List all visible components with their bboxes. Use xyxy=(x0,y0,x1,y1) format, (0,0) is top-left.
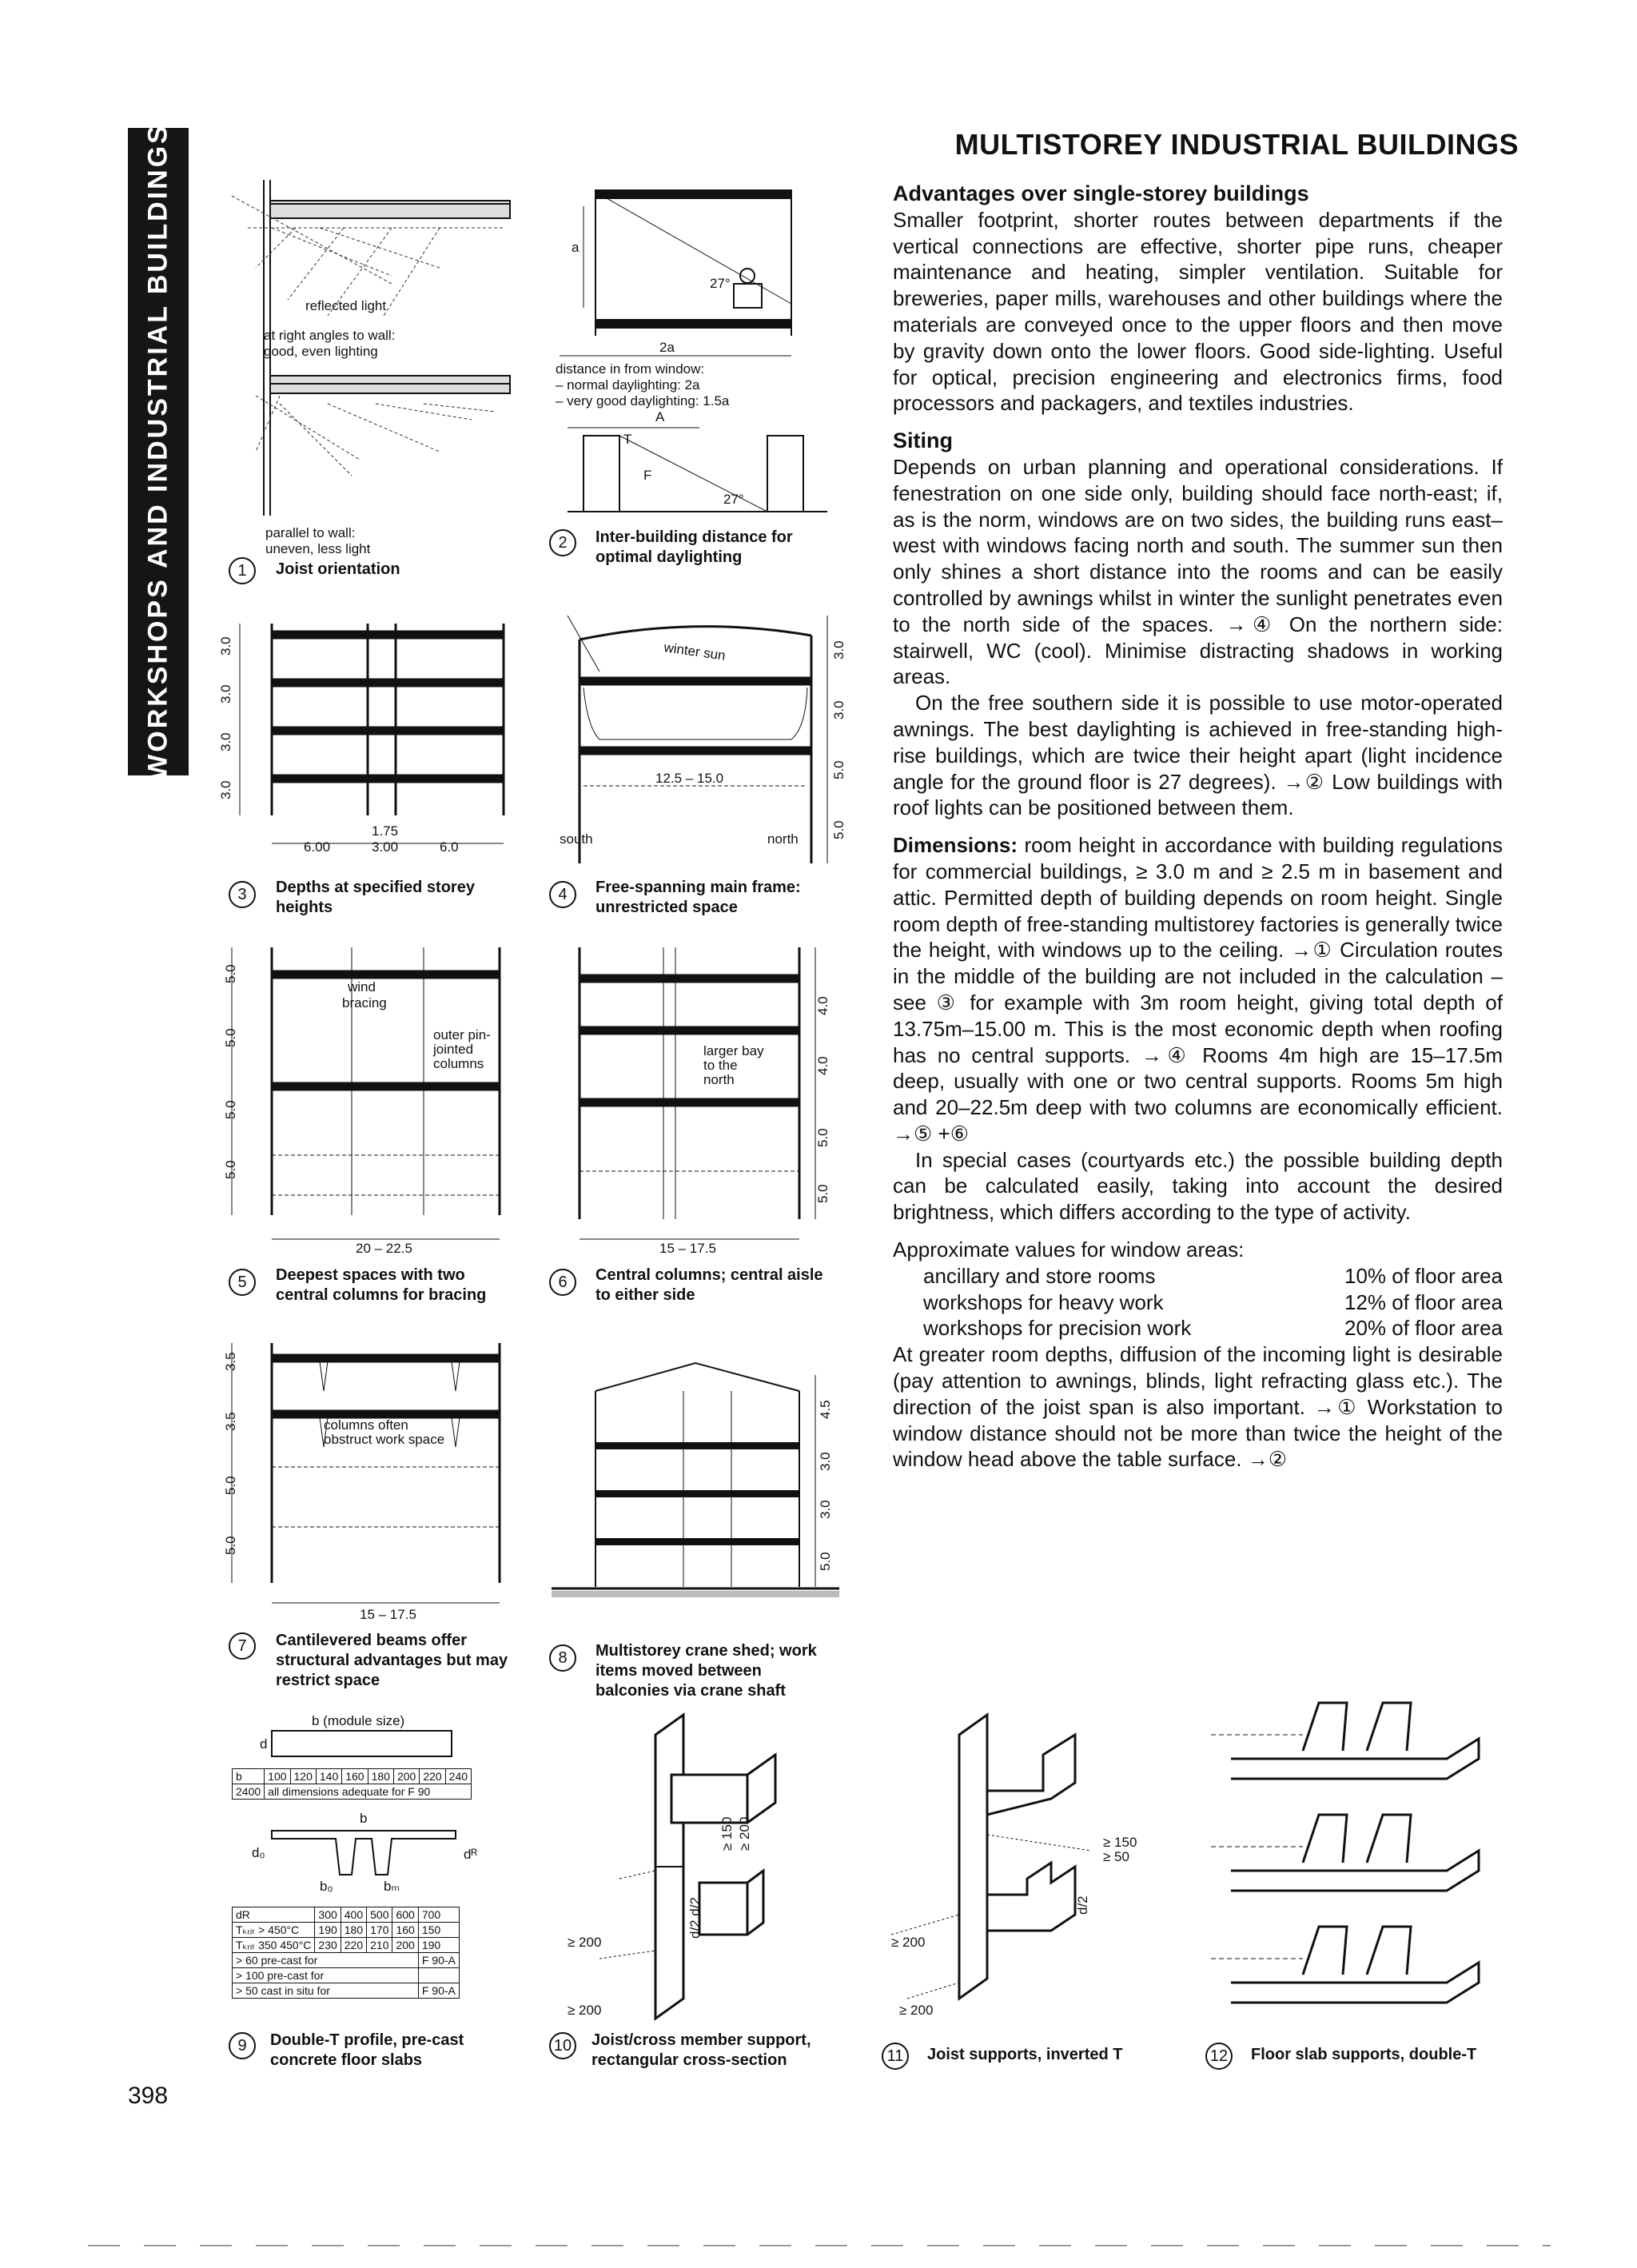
right-angles-label: at right angles to wall: xyxy=(264,328,396,343)
dimension-table-1 xyxy=(232,1768,472,1800)
dimensions-text: room height in accordance with building regulations for commercial buildings, ≥ 3.0 m and ≥ 2.5 m in basement and attic. Permitted depth of building depends on room height. Single room depth of free-standing multistorey factories is generally twice the height, with windows up to the ceiling. →① Circulation routes in the middle of the building are not included in the calculation – see ③ for example with 3m room height, giving total depth of 13.75m–15.00 m. This is the most economic depth when roofing has no central supports. →④ Rooms 4m high are 15–17.5m deep, usually with one or two central supports. Rooms 5m high and 20–22.5m deep with two columns are economically efficient. →⑤ +⑥ xyxy=(893,833,1504,1146)
F-label: F xyxy=(643,468,652,483)
table-cell: 240 xyxy=(445,1769,471,1784)
storey-height-label: 3.0 xyxy=(831,640,846,660)
larger-bay-label: to the xyxy=(703,1058,738,1073)
figure-2-number: 2 xyxy=(549,529,576,556)
siting-paragraph-1: Depends on urban planning and operational considerations. If fenestration on one side only, building should face north-east; if, as is the norm, windows are on two sides, the building runs east–west with windows facing north and south. The summer sun then only shines a short distance into the rooms and can be easily controlled by awnings whilst in winter the sunlight penetrates even to the north side of the spaces. →④ On the northern side: stairwell, WC (cool). Minimise distracting shadows in working areas. xyxy=(893,454,1503,689)
table-cell: 210 xyxy=(367,1938,392,1953)
depth-label: 3.00 xyxy=(372,839,399,855)
dimension-label: ≥ 200 xyxy=(737,1816,752,1851)
central-columns-drawing xyxy=(552,939,855,1267)
body-text xyxy=(893,181,1503,1473)
outer-columns-label: outer pin- xyxy=(433,1027,491,1042)
good-lighting-label: good, even lighting xyxy=(264,344,378,359)
columns-note-label: obstruct work space xyxy=(324,1432,445,1447)
bracing-label: bracing xyxy=(342,995,387,1010)
span-label: 15 – 17.5 xyxy=(360,1607,416,1622)
list-item xyxy=(893,1263,1503,1289)
north-label: north xyxy=(767,831,799,847)
figure-6-caption: Central columns; central aisle to either side xyxy=(595,1266,823,1304)
storey-height-label: 3.5 xyxy=(223,1352,238,1371)
storey-height-label: 5.0 xyxy=(815,1128,830,1147)
outer-columns-label: columns xyxy=(433,1056,484,1071)
angle-label-bottom: 27° xyxy=(723,492,744,507)
b-label: b xyxy=(360,1811,368,1826)
list-item xyxy=(893,1315,1503,1341)
figure-9-number: 9 xyxy=(229,2032,256,2059)
figure-11 xyxy=(883,1711,1187,2023)
table-cell: 2400 xyxy=(233,1784,265,1800)
list-item xyxy=(893,1289,1503,1316)
module-size-label: b (module size) xyxy=(312,1713,405,1728)
angle-label-top: 27° xyxy=(710,276,731,291)
figure-6 xyxy=(552,939,855,1267)
normal-daylighting-label: – normal daylighting: 2a xyxy=(556,377,700,393)
list-item-label: workshops for precision work xyxy=(923,1316,1192,1341)
table-cell: 180 xyxy=(341,1923,366,1938)
deepest-spaces-drawing xyxy=(224,939,528,1267)
inverted-t-support-drawing xyxy=(883,1711,1187,2023)
special-cases-paragraph: In special cases (courtyards etc.) the possible building depth can be calculated easily, taking into account the desired brightness, which differs according to the type of activity. xyxy=(893,1147,1503,1225)
cantilevered-beams-drawing xyxy=(224,1335,528,1631)
storey-height-label: 3.5 xyxy=(223,1412,238,1431)
figure-4-number: 4 xyxy=(549,881,576,908)
figure-7-number: 7 xyxy=(229,1632,256,1660)
depth-label: 1.75 xyxy=(372,823,399,839)
table-cell: 160 xyxy=(342,1769,368,1784)
dimension-label: ≥ 150 xyxy=(1103,1835,1137,1850)
larger-bay-label: larger bay xyxy=(703,1043,764,1058)
storey-height-label: 5.0 xyxy=(815,1184,830,1203)
table-cell: 230 xyxy=(315,1938,341,1953)
depth-label: 6.00 xyxy=(304,839,331,855)
figure-3-number: 3 xyxy=(229,881,256,908)
table-cell: F 90-A xyxy=(418,1953,459,1968)
list-item-label: workshops for heavy work xyxy=(923,1289,1164,1314)
table-cell: 140 xyxy=(316,1769,341,1784)
advantages-paragraph: Smaller footprint, shorter routes between departments if the vertical connections are effective, shorter pipe runs, cheaper maintenance and heating, simpler ventilation. Suitable for breweries, paper mills, warehouses and other buildings where the materials are conveyed once to the upper floors and then move by gravity down onto the lower floors. Good side-lighting. Useful for optical, precision engineering and electronics firms, food processors and packagers, and textiles industries. xyxy=(893,207,1503,416)
outer-columns-label: jointed xyxy=(433,1042,474,1057)
table-cell: 500 xyxy=(367,1907,392,1923)
figure-9 xyxy=(224,1711,512,2031)
larger-bay-label: north xyxy=(703,1072,735,1087)
table-cell: b xyxy=(233,1769,265,1784)
storey-height-label: 3.0 xyxy=(218,636,233,656)
figure-5-number: 5 xyxy=(229,1269,256,1296)
wind-label: wind xyxy=(348,979,376,994)
dimension-label: ≥ 50 xyxy=(1103,1849,1129,1864)
storey-height-label: 5.0 xyxy=(831,820,846,839)
figure-7-caption: Cantilevered beams offer structural advantages but may restrict space xyxy=(276,1632,508,1689)
reflected-light-label: reflected light xyxy=(305,298,387,313)
figure-8-caption: Multistorey crane shed; work items moved between balconies via crane shaft xyxy=(595,1642,817,1700)
winter-sun-label: winter sun xyxy=(663,640,727,664)
table-cell: 190 xyxy=(418,1938,459,1953)
table-cell xyxy=(418,1968,459,1983)
figure-8 xyxy=(552,1351,855,1639)
ground-hatch xyxy=(552,1591,839,1597)
figure-6-number: 6 xyxy=(549,1269,576,1296)
table-cell: 200 xyxy=(393,1769,419,1784)
window-areas-intro: Approximate values for window areas: xyxy=(893,1238,1245,1262)
T-label: T xyxy=(623,432,632,447)
page-number: 398 xyxy=(128,2083,169,2109)
table-cell: > 50 cast in situ for xyxy=(233,1983,419,1999)
bm-label: bₘ xyxy=(384,1879,400,1894)
double-t-section-drawing xyxy=(224,1811,512,1899)
crane-shed-drawing xyxy=(552,1351,855,1639)
storey-height-label: 5.0 xyxy=(223,1100,238,1119)
dimension-label: d/2 d/2 xyxy=(687,1897,703,1939)
columns-note-label: columns often xyxy=(324,1417,408,1433)
span-label: 15 – 17.5 xyxy=(659,1241,716,1256)
table-cell: > 100 pre-cast for xyxy=(233,1968,419,1983)
sidebar-label: WORKSHOPS AND INDUSTRIAL BUILDINGS xyxy=(142,123,173,780)
depth-label: 6.0 xyxy=(440,839,459,855)
storey-height-label: 3.0 xyxy=(831,700,846,719)
table-cell: 220 xyxy=(420,1769,445,1784)
distance-A-label: A xyxy=(655,409,665,425)
page-title: MULTISTOREY INDUSTRIAL BUILDINGS xyxy=(954,128,1519,161)
dimensions-paragraph xyxy=(893,832,1503,1147)
table-cell: 220 xyxy=(341,1938,366,1953)
storey-height-label: 5.0 xyxy=(223,1476,238,1495)
dimension-label: ≥ 200 xyxy=(891,1935,926,1950)
table-cell: 400 xyxy=(341,1907,366,1923)
dimension-label: ≥ 200 xyxy=(899,2003,934,2018)
figure-1 xyxy=(232,180,536,596)
storey-height-label: 4.0 xyxy=(815,996,830,1015)
storey-height-label: 5.0 xyxy=(223,964,238,983)
double-t-slab-support-drawing xyxy=(1207,1695,1511,2031)
figure-5 xyxy=(224,939,528,1267)
table-cell: 300 xyxy=(315,1907,341,1923)
list-item-value: 12% of floor area xyxy=(1344,1289,1503,1314)
figure-9-caption: Double-T profile, pre-cast concrete floor slabs xyxy=(270,2031,464,2069)
figure-7 xyxy=(224,1335,528,1631)
window-areas-list xyxy=(893,1263,1503,1341)
table-cell: dR xyxy=(233,1907,315,1923)
dimensions-heading: Dimensions: xyxy=(893,833,1018,858)
table-cell: 190 xyxy=(315,1923,341,1938)
table-cell: 200 xyxy=(392,1938,418,1953)
figure-10 xyxy=(552,1711,855,2023)
very-good-daylighting-label: – very good daylighting: 1.5a xyxy=(556,393,730,409)
page-edge-line xyxy=(88,2245,1551,2246)
dimension-label: ≥ 200 xyxy=(568,2003,602,2018)
span-label: 12.5 – 15.0 xyxy=(655,771,724,786)
final-paragraph: At greater room depths, diffusion of the incoming light is desirable (pay attention to awnings, blinds, light refracting glass etc.). The direction of the joist span is also important. →① Workstation to window distance should not be more than twice the height of the window head above the table surface. →② xyxy=(893,1342,1503,1472)
dR-label: dᴿ xyxy=(464,1847,478,1862)
d-label: d xyxy=(260,1736,268,1752)
storey-heights-drawing xyxy=(218,608,528,871)
table-cell: 120 xyxy=(290,1769,316,1784)
list-item-value: 10% of floor area xyxy=(1344,1263,1503,1288)
section-sidebar-tab xyxy=(128,123,189,780)
table-cell: 600 xyxy=(392,1907,418,1923)
storey-height-label: 3.0 xyxy=(818,1500,833,1519)
storey-height-label: 3.0 xyxy=(218,732,233,751)
table-cell: 700 xyxy=(418,1907,459,1923)
list-item-label: ancillary and store rooms xyxy=(923,1263,1156,1288)
joist-orientation-drawing xyxy=(232,180,536,596)
storey-height-label: 4.0 xyxy=(815,1056,830,1075)
table-cell: 160 xyxy=(392,1923,418,1938)
rectangular-joist-support-drawing xyxy=(552,1711,855,2023)
dimension-table-2 xyxy=(232,1907,460,1999)
b0-label: b₀ xyxy=(320,1879,333,1894)
figure-3-caption: Depths at specified storey heights xyxy=(276,879,475,916)
distance-label: distance in from window: xyxy=(556,361,705,377)
storey-height-label: 5.0 xyxy=(223,1536,238,1555)
figure-8-number: 8 xyxy=(549,1644,576,1672)
table-cell: 170 xyxy=(367,1923,392,1938)
table-cell: all dimensions adequate for F 90 xyxy=(265,1784,472,1800)
dimension-label: ≥ 150 xyxy=(719,1816,735,1851)
dimension-label: d/2 xyxy=(1075,1895,1090,1915)
figure-4 xyxy=(552,600,855,871)
table-cell: 180 xyxy=(368,1769,393,1784)
storey-height-label: 3.0 xyxy=(218,780,233,799)
figure-3 xyxy=(218,608,528,871)
table-cell: 100 xyxy=(265,1769,290,1784)
d0-label: d₀ xyxy=(252,1845,265,1860)
advantages-heading: Advantages over single-storey buildings xyxy=(893,181,1309,205)
figure-12-caption: Floor slab supports, double-T xyxy=(1251,2046,1477,2063)
two-a-label: 2a xyxy=(659,340,675,355)
list-item-value: 20% of floor area xyxy=(1344,1316,1503,1341)
south-label: south xyxy=(560,831,593,847)
storey-height-label: 5.0 xyxy=(223,1028,238,1047)
storey-height-label: 3.0 xyxy=(218,684,233,704)
table-cell: F 90-A xyxy=(418,1983,459,1999)
figure-2 xyxy=(552,184,831,520)
figure-1-number: 1 xyxy=(229,557,256,584)
dimension-label: ≥ 200 xyxy=(568,1935,602,1950)
figure-10-caption: Joist/cross member support, rectangular cross-section xyxy=(591,2031,811,2069)
storey-height-label: 4.5 xyxy=(818,1400,833,1419)
figure-11-number: 11 xyxy=(882,2043,909,2070)
span-label: 20 – 22.5 xyxy=(356,1241,412,1256)
storey-height-label: 5.0 xyxy=(818,1552,833,1571)
parallel-label: parallel to wall: xyxy=(265,525,356,540)
figure-10-number: 10 xyxy=(549,2032,576,2059)
height-a-label: a xyxy=(572,240,580,255)
storey-height-label: 3.0 xyxy=(818,1452,833,1471)
table-cell: > 60 pre-cast for xyxy=(233,1953,419,1968)
storey-height-label: 5.0 xyxy=(831,760,846,779)
figure-12 xyxy=(1207,1695,1511,2031)
storey-height-label: 5.0 xyxy=(223,1160,238,1179)
figure-5-caption: Deepest spaces with two central columns for bracing xyxy=(276,1266,487,1304)
figure-12-number: 12 xyxy=(1205,2043,1233,2070)
figure-1-caption: Joist orientation xyxy=(276,560,400,578)
figure-2-caption: Inter-building distance for optimal daylighting xyxy=(595,528,793,566)
table-cell: 150 xyxy=(418,1923,459,1938)
figure-4-caption: Free-spanning main frame: unrestricted space xyxy=(595,879,801,916)
free-spanning-frame-drawing xyxy=(552,600,855,871)
table-cell: Tₖᵣᵢₜ > 450°C xyxy=(233,1923,315,1938)
siting-heading: Siting xyxy=(893,428,953,453)
daylighting-distance-drawing xyxy=(552,184,831,520)
table-cell: Tₖᵣᵢₜ 350 450°C xyxy=(233,1938,315,1953)
siting-paragraph-2: On the free southern side it is possible to use motor-operated awnings. The best daylighting is achieved in free-standing high-rise buildings, which are twice their height apart (light incidence angle for the ground floor is 27 degrees). →② Low buildings with roof lights can be positioned between them. xyxy=(893,691,1503,820)
figure-11-caption: Joist supports, inverted T xyxy=(927,2046,1123,2063)
uneven-label: uneven, less light xyxy=(265,541,371,556)
